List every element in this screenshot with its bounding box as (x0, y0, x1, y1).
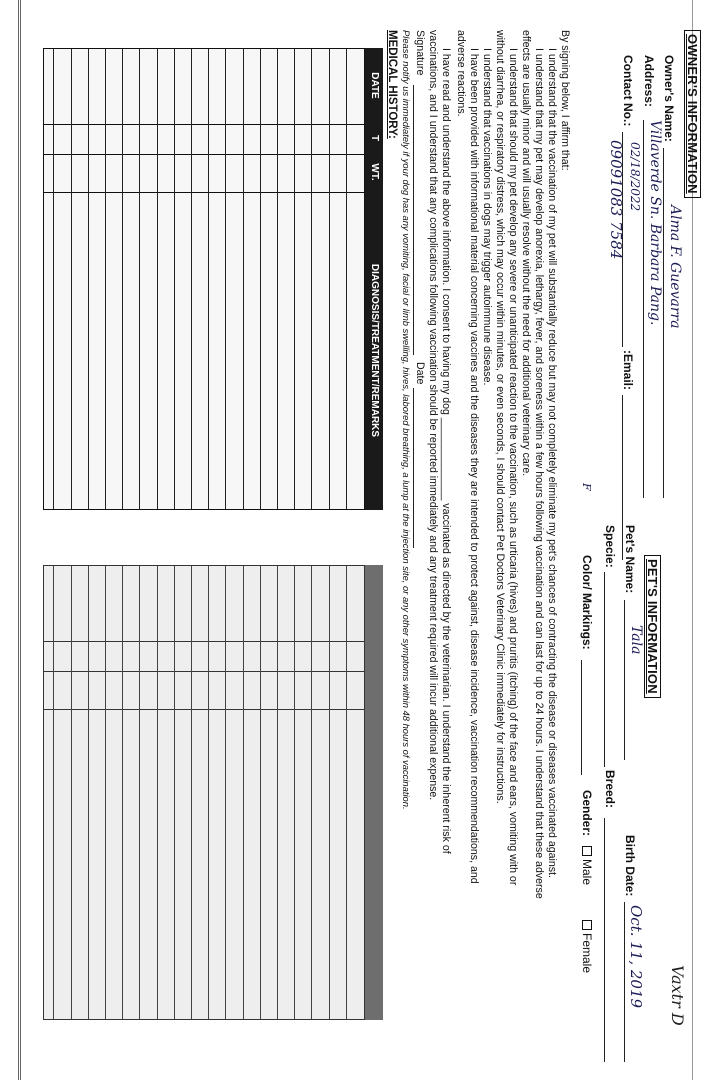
consent-intro: By signing below, I affirm that: (559, 30, 571, 171)
col-divider (44, 641, 364, 642)
table-row-line (53, 566, 54, 1019)
consent-p4: I understand that vaccinations in dogs may trigger autoimmune disease. (481, 48, 493, 386)
species-line (604, 572, 619, 767)
table-row-line (191, 49, 192, 509)
table-row-line (71, 566, 72, 1019)
table-row-line (329, 49, 330, 509)
table-row-line (243, 566, 244, 1019)
table-row-line (311, 49, 312, 509)
table-row-line (277, 49, 278, 509)
address-value: Villaverde Sn. Barbara Pang. (647, 120, 663, 326)
consent-p3a: I understand that should my pet develop any severe or unanticipated reaction to the vaccination, such as urticaria (hives) and pruritis (itching) of the face and ears, vomiting with or (507, 48, 519, 886)
table-row-line (174, 566, 175, 1019)
table-row-line (174, 49, 175, 509)
medical-history-table-left (43, 48, 383, 510)
date-label: Date (414, 362, 426, 385)
color-markings-line (581, 660, 596, 775)
table-row-line (243, 49, 244, 509)
table-row-line (88, 49, 89, 509)
table-row-line (157, 566, 158, 1019)
consent-p6a: I have read and understand the above information. I consent to having my dog ______________ vaccinated as directed by the veterinarian. I understand the inherent risk of (440, 48, 452, 854)
pet-name-value: Tala (628, 625, 644, 655)
table-row-line (71, 49, 72, 509)
table-row-line (208, 566, 209, 1019)
pet-name-label: Pet's Name: (623, 525, 637, 594)
owner-name-value: Alma F. Guevarra (667, 205, 683, 329)
col-divider (44, 709, 364, 710)
consent-p3b: without diarrhea, or respiratory distress, which may occur within minutes, or even seconds, I should contact Pet Doctors Veterinary Clinic immediately for instructions. (494, 30, 506, 804)
color-markings-label: Color/ Markings: (580, 555, 594, 650)
consent-p2a: I understand that my pet may develop anorexia, lethargy, fever, and soreness within a few hours following vaccination and can last for up to 24 hours. I understand that these adverse (533, 48, 545, 899)
header-weight: WT. (369, 163, 380, 181)
table-grid (43, 565, 365, 1020)
birth-date-value: Oct. 11, 2019 (627, 905, 645, 1009)
species-label: Specie: (603, 525, 617, 568)
header-diagnosis: DIAGNOSIS/TREATMENT/REMARKS (369, 263, 380, 438)
table-row-line (311, 566, 312, 1019)
table-row-line (139, 49, 140, 509)
table-row-line (122, 566, 123, 1019)
consent-p2b: effects are usually minor and will usually resolve without the need for additional veterinary care. (520, 30, 532, 477)
pet-name-line (624, 600, 639, 760)
col-divider (44, 671, 364, 672)
col-divider (44, 192, 364, 193)
table-row-line (122, 49, 123, 509)
table-row-line (53, 49, 54, 509)
header-date: DATE (369, 72, 380, 99)
table-row-line (88, 566, 89, 1019)
col-divider (44, 124, 364, 125)
signature-line[interactable] (413, 85, 428, 355)
table-row-line (346, 566, 347, 1019)
table-header (365, 48, 383, 510)
table-row-line (294, 566, 295, 1019)
table-row-line (105, 566, 106, 1019)
table-row-line (277, 566, 278, 1019)
consent-p1: I understand that the vaccination of my pet will substantially reduce but may not completely eliminate my pet's chances of contracting the disease or diseases vaccinated against. (546, 48, 558, 878)
table-row-line (225, 49, 226, 509)
female-checkbox[interactable] (582, 920, 592, 930)
gender-male-option[interactable] (580, 846, 594, 885)
table-row-line (191, 566, 192, 1019)
consent-p6b: vaccinations, and I understand that any complications following vaccination should be reported immediately and any treatment required will incur additional expense. (427, 30, 439, 801)
breed-label: Breed: (603, 770, 617, 809)
gender-label: Gender: (580, 790, 594, 837)
female-label: Female (580, 933, 594, 974)
birth-date-label: Birth Date: (623, 835, 637, 897)
male-label: Male (580, 859, 594, 886)
signature-date-line[interactable] (413, 388, 428, 548)
table-row-line (157, 49, 158, 509)
table-row-line (294, 49, 295, 509)
consent-p5b: adverse reactions. (455, 30, 467, 117)
table-row-line (346, 49, 347, 509)
contact-label: Contact No.: (621, 55, 635, 127)
pet-section-title: PET'S INFORMATION (644, 555, 661, 698)
medical-history-title: MEDICAL HISTORY: (386, 30, 398, 139)
contact-value: 09091083 7584 (607, 140, 625, 260)
gender-female-option[interactable] (580, 920, 594, 973)
owner-section-title: OWNER'S INFORMATION (684, 30, 701, 198)
corner-note: Vaxtr D (668, 965, 687, 1026)
medical-history-table-right (43, 565, 383, 1020)
address-label: Address: (642, 55, 656, 108)
owner-name-label: Owner's Name: (662, 55, 676, 142)
table-row-line (208, 49, 209, 509)
table-row-line (225, 566, 226, 1019)
table-row-line (105, 49, 106, 509)
table-grid (43, 48, 365, 510)
contact-date: 02/18/2022 (628, 142, 642, 212)
breed-line (604, 818, 619, 1062)
table-row-line (329, 566, 330, 1019)
email-label: :Email: (621, 350, 635, 391)
signature-label: Signature (414, 30, 426, 76)
col-divider (44, 154, 364, 155)
header-temp: T (369, 134, 380, 142)
table-header-faded (365, 565, 383, 1020)
table-row-line (260, 566, 261, 1019)
table-row-line (139, 566, 140, 1019)
male-checkbox[interactable] (582, 846, 592, 856)
scan-fold (18, 0, 21, 1080)
consent-p5a: I have been provided with informational material concerning vaccines and the diseases they are intended to protect against, disease incidence, vaccination recommendations, and (468, 48, 480, 884)
table-row-line (260, 49, 261, 509)
gender-mark: F (580, 483, 593, 491)
notice-text: Please notify us immediately if your dog has any vomiting, facial or limb swelling, hives, labored breathing, a lump at the injection site, or any other symptoms within 48 hours of vaccination. (401, 30, 412, 810)
